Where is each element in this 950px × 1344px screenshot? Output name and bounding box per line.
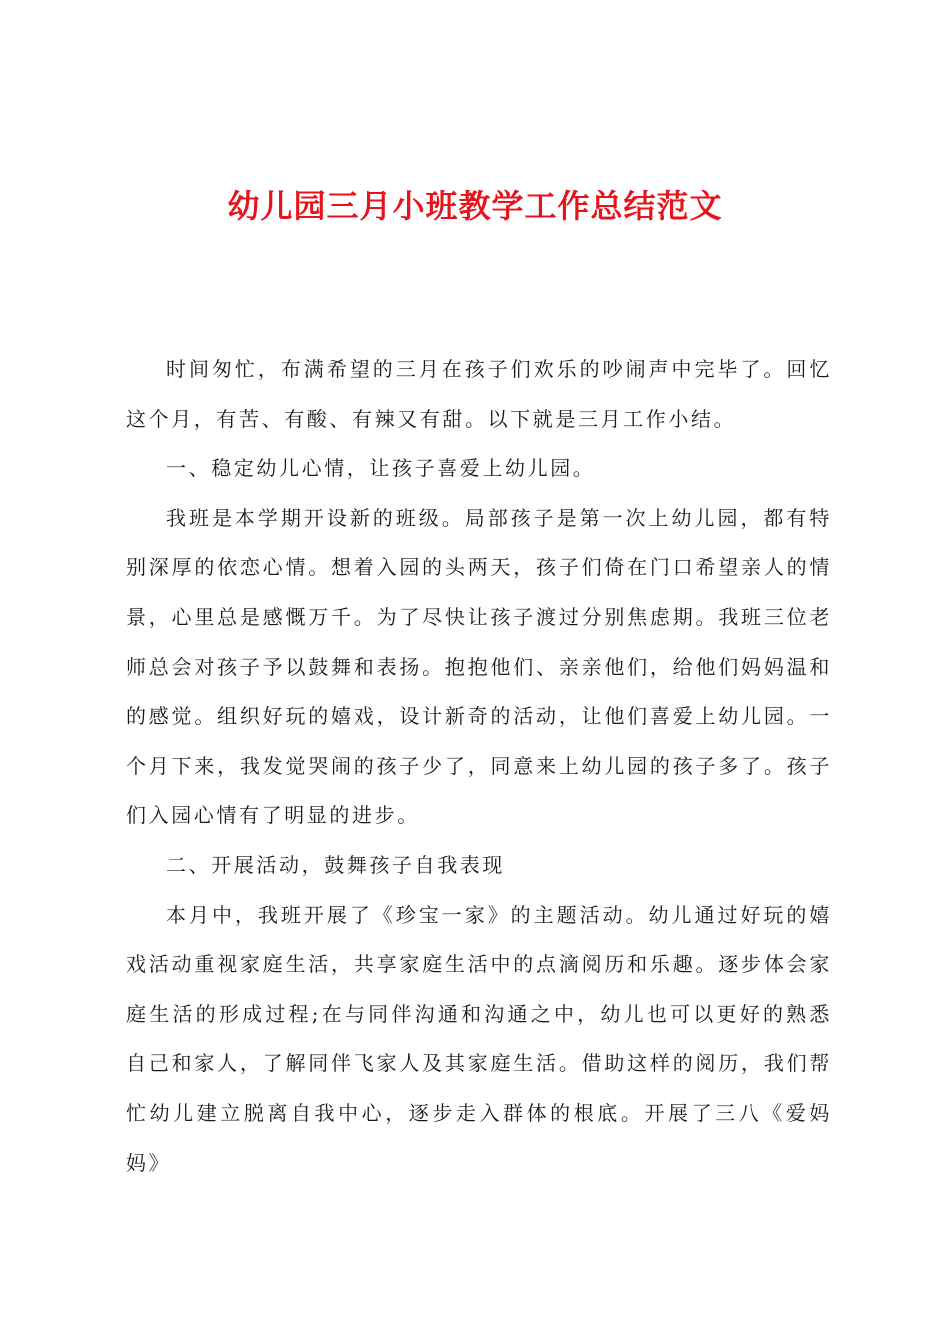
document-body bbox=[126, 345, 832, 1188]
paragraph-intro: 时间匆忙，布满希望的三月在孩子们欢乐的吵闹声中完毕了。回忆这个月，有苦、有酸、有辣又有甜。以下就是三月工作小结。 bbox=[126, 357, 832, 431]
document-title: 幼儿园三月小班教学工作总结范文 bbox=[227, 187, 723, 225]
paragraph-section-1: 我班是本学期开设新的班级。局部孩子是第一次上幼儿园，都有特别深厚的依恋心情。想着入园的头两天，孩子们倚在门口希望亲人的情景，心里总是感慨万千。为了尽快让孩子渡过分别焦虑期。我班三位老师总会对孩子予以鼓舞和表扬。抱抱他们、亲亲他们，给他们妈妈温和的感觉。组织好玩的嬉戏，设计新奇的活动，让他们喜爱上幼儿园。一个月下来，我发觉哭闹的孩子少了，同意来上幼儿园的孩子多了。孩子们入园心情有了明显的进步。 bbox=[126, 505, 832, 828]
section-heading-1: 一、稳定幼儿心情，让孩子喜爱上幼儿园。 bbox=[166, 456, 596, 481]
paragraph-section-2: 本月中，我班开展了《珍宝一家》的主题活动。幼儿通过好玩的嬉戏活动重视家庭生活，共享家庭生活中的点滴阅历和乐趣。逐步体会家庭生活的形成过程;在与同伴沟通和沟通之中，幼儿也可以更好的熟悉自己和家人，了解同伴飞家人及其家庭生活。借助这样的阅历，我们帮忙幼儿建立脱离自我中心，逐步走入群体的根底。开展了三八《爱妈妈》 bbox=[126, 902, 832, 1175]
section-heading-2: 二、开展活动，鼓舞孩子自我表现 bbox=[166, 852, 505, 877]
